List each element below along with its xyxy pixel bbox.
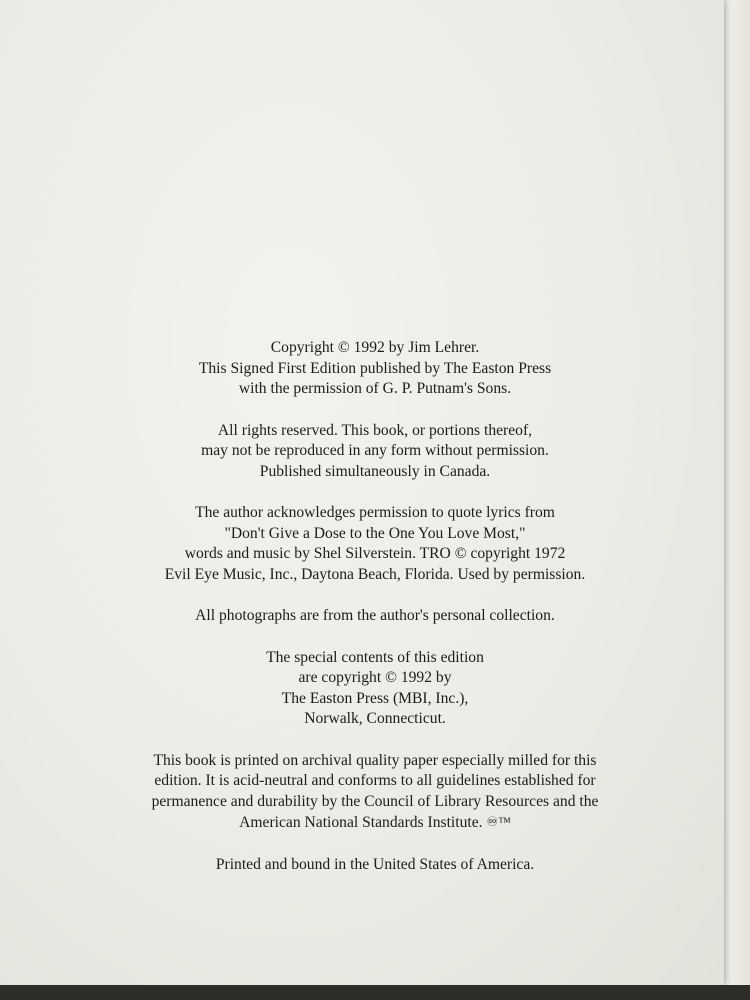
special-contents-line-3: The Easton Press (MBI, Inc.), xyxy=(281,689,469,707)
archival-line-4 xyxy=(40,812,710,834)
copyright-page-text xyxy=(40,338,710,896)
archival-line-2: edition. It is acid-neutral and conforms to all guidelines established for xyxy=(154,772,596,789)
lyrics-line-2: "Don't Give a Dose to the One You Love Most," xyxy=(224,524,526,542)
archival-paper-block xyxy=(40,751,710,834)
copyright-block xyxy=(40,338,710,400)
printed-block xyxy=(40,855,710,876)
special-contents-line-4: Norwalk, Connecticut. xyxy=(304,710,446,727)
special-contents-block xyxy=(40,648,710,730)
canada-line: Published simultaneously in Canada. xyxy=(259,462,491,480)
printed-line: Printed and bound in the United States of America. xyxy=(215,855,535,873)
permission-publisher-line: with the permission of G. P. Putnam's Sons. xyxy=(238,380,512,397)
photographs-block xyxy=(40,606,710,627)
copyright-line: Copyright © 1992 by Jim Lehrer. xyxy=(270,339,480,356)
edition-line: This Signed First Edition published by The Easton Press xyxy=(198,359,552,377)
rights-block xyxy=(40,421,710,483)
special-contents-line-1: The special contents of this edition xyxy=(266,648,484,666)
rights-line: All rights reserved. This book, or portions thereof, xyxy=(217,421,533,439)
photographs-line: All photographs are from the author's personal collection. xyxy=(195,607,555,624)
lyrics-line-1: The author acknowledges permission to quote lyrics from xyxy=(195,504,555,521)
archival-line-4-text: American National Standards Institute. xyxy=(239,814,483,831)
archival-line-1: This book is printed on archival quality paper especially milled for this xyxy=(153,751,597,769)
archival-line-3: permanence and durability by the Council of Library Resources and the xyxy=(151,792,599,810)
lyrics-line-3: words and music by Shel Silverstein. TRO © copyright 1972 xyxy=(184,545,566,562)
special-contents-line-2: are copyright © 1992 by xyxy=(298,669,452,686)
reproduction-line: may not be reproduced in any form without permission. xyxy=(201,442,549,459)
permanence-infinity-tm-icon: ♾™ xyxy=(486,814,511,829)
book-cover-edge xyxy=(0,985,750,1000)
lyrics-permission-block xyxy=(40,503,710,585)
lyrics-line-4: Evil Eye Music, Inc., Daytona Beach, Florida. Used by permission. xyxy=(164,565,586,583)
